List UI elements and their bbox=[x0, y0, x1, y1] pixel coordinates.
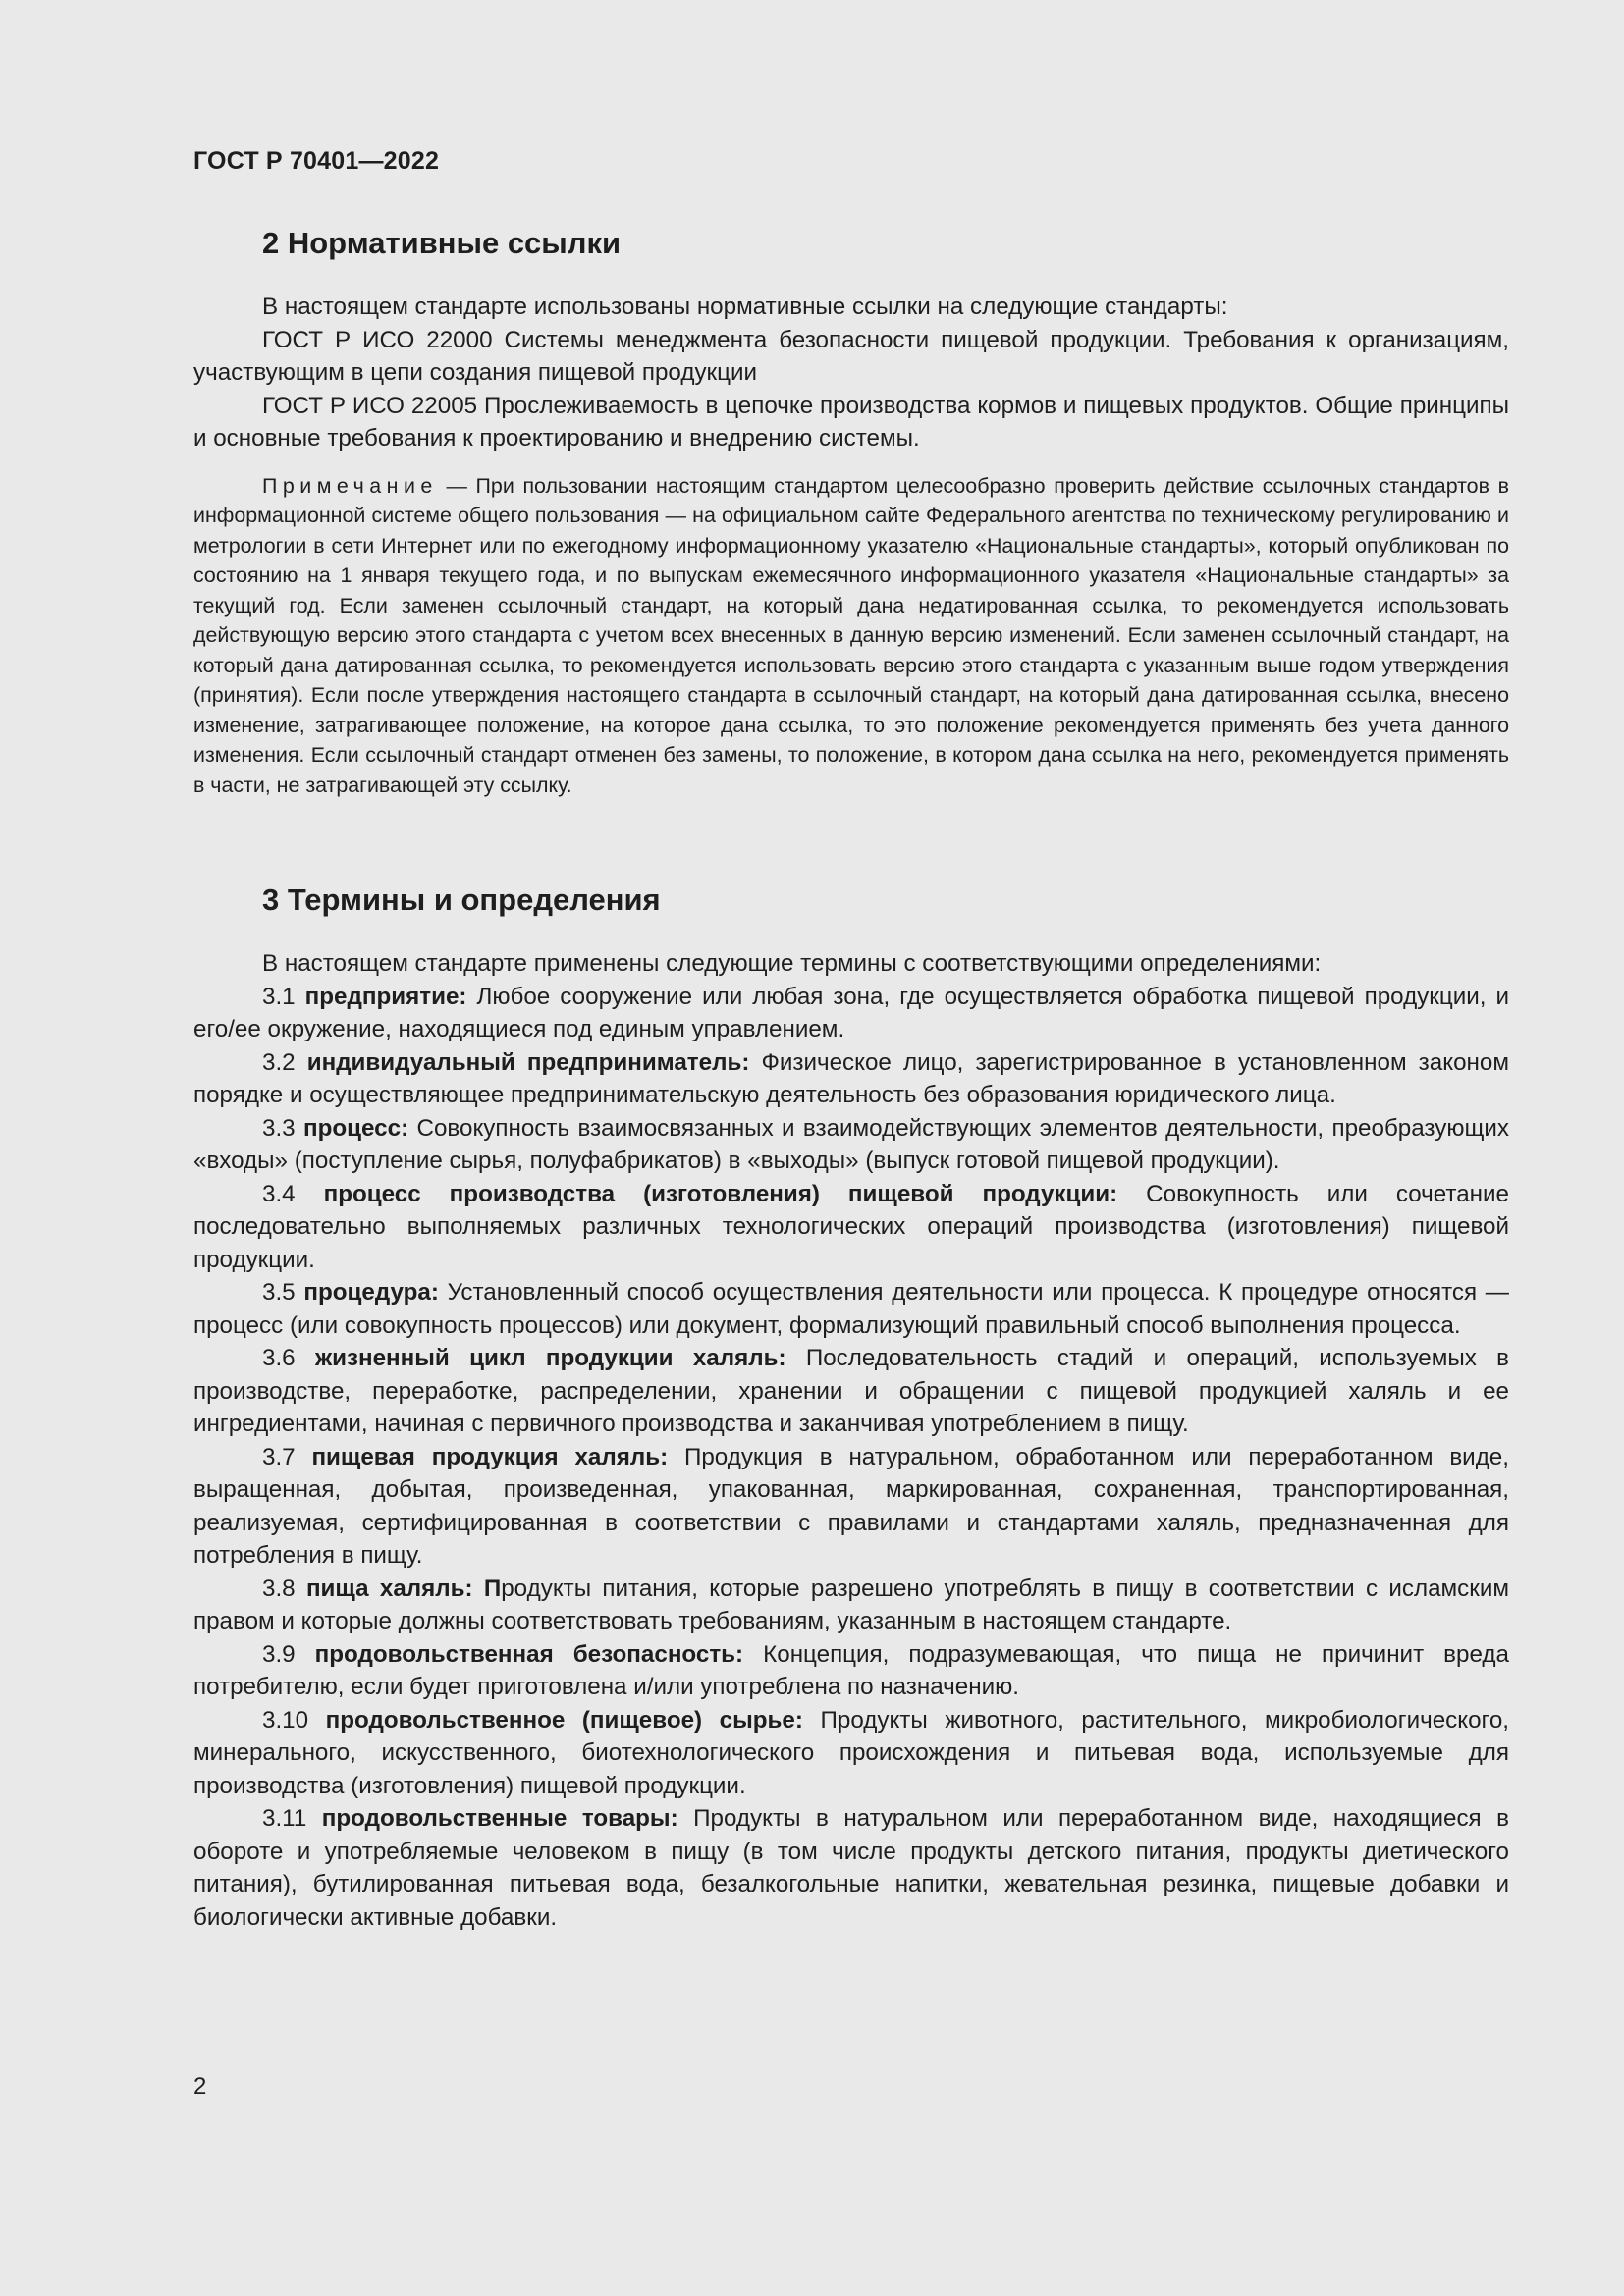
definition-item bbox=[193, 1112, 1509, 1178]
definition-term: продовольственное (пищевое) сырье: bbox=[325, 1706, 803, 1734]
definition-number: 3.3 bbox=[262, 1114, 303, 1142]
definition-item bbox=[193, 1704, 1509, 1803]
note-paragraph bbox=[193, 471, 1509, 801]
definition-term: жизненный цикл продукции халяль: bbox=[314, 1345, 786, 1371]
definition-term: процесс: bbox=[303, 1114, 409, 1142]
reference-item: ГОСТ Р ИСО 22000 Системы менеджмента безопасности пищевой продукции. Требования к организациям, участвующим в цепи создания пищевой продукции bbox=[193, 326, 1509, 386]
definition-item bbox=[193, 1638, 1509, 1704]
page-number: 2 bbox=[193, 2073, 207, 2100]
definition-item bbox=[193, 1441, 1509, 1573]
section-normative-references bbox=[193, 222, 1509, 800]
note-text: При пользовании настоящим стандартом целесообразно проверить действие ссылочных стандартов в информационной системе общего пользования — на официальном сайте Федерального агентства по техническому регулированию и метрологии в сети Интернет или по ежегодному информационному указателю «Национальные стандарты», который опубликован по состоянию на 1 января текущего года, и по выпускам ежемесячного информационного указателя «Национальные стандарты» за текущий год. Если заменен ссылочный стандарт, на который дана недатированная ссылка, то рекомендуется использовать действующую версию этого стандарта с учетом всех внесенных в данную версию изменений. Если заменен ссылочный стандарт, на который дана датированная ссылка, то рекомендуется использовать версию этого стандарта с указанным выше годом утверждения (принятия). Если после утверждения настоящего стандарта в ссылочный стандарт, на который дана датированная ссылка, внесено изменение, затрагивающее положение, на которое дана ссылка, то это положение рекомендуется применять без учета данного изменения. Если ссылочный стандарт отменен без замены, то положение, в котором дана ссылка на него, рекомендуется применять в части, не затрагивающей эту ссылку. bbox=[193, 473, 1509, 797]
definition-text: Совокупность или сочетание последовательно выполняемых различных технологических операций производства (изготовления) пищевой продукции. bbox=[193, 1180, 1509, 1273]
definition-term: пища халяль: П bbox=[305, 1575, 502, 1602]
section-title: 2 Нормативные ссылки bbox=[262, 226, 622, 260]
definition-item bbox=[193, 1178, 1509, 1277]
definition-number: 3.1 bbox=[262, 983, 305, 1010]
section-terms-definitions bbox=[193, 879, 1509, 1934]
definition-text: Установленный способ осуществления деятельности или процесса. К процедуре относятся — процесс (или совокупность процессов) или документ, формализующий правильный способ выполнения процесса. bbox=[193, 1279, 1509, 1339]
definition-item bbox=[193, 1573, 1509, 1638]
definition-term: процесс производства (изготовления) пищевой продукции: bbox=[323, 1180, 1118, 1207]
definition-item bbox=[193, 1342, 1509, 1441]
definition-number: 3.8 bbox=[262, 1575, 306, 1602]
definition-number: 3.9 bbox=[262, 1640, 315, 1668]
definition-text: Любое сооружение или любая зона, где осуществляется обработка пищевой продукции, и его/ее окружение, находящиеся под единым управлением. bbox=[193, 983, 1509, 1042]
note-label: Примечание bbox=[262, 473, 438, 498]
definition-text: родукты питания, которые разрешено употреблять в пищу в соответствии с исламским правом и которые должны соответствовать требованиям, указанным в настоящем стандарте. bbox=[193, 1575, 1509, 1634]
definition-term: продовольственная безопасность: bbox=[314, 1640, 744, 1668]
definition-term: предприятие: bbox=[304, 983, 467, 1010]
definition-number: 3.4 bbox=[262, 1180, 324, 1207]
definition-item bbox=[193, 1276, 1509, 1342]
definition-number: 3.10 bbox=[262, 1706, 326, 1734]
definition-term: индивидуальный предприниматель: bbox=[306, 1048, 750, 1076]
definition-text: Концепция, подразумевающая, что пища не причинит вреда потребителю, если будет приготовлена и/или употреблена по назначению. bbox=[193, 1640, 1509, 1700]
document-id: ГОСТ Р 70401—2022 bbox=[193, 147, 440, 175]
definition-item bbox=[193, 1046, 1509, 1112]
definition-item bbox=[193, 981, 1509, 1046]
definition-number: 3.2 bbox=[262, 1048, 307, 1076]
definition-term: пищевая продукция халяль: bbox=[311, 1443, 669, 1470]
definition-number: 3.5 bbox=[262, 1279, 304, 1306]
definition-text: Последовательность стадий и операций, используемых в производстве, переработке, распределении, хранении и обращении с пищевой продукцией халяль и ее ингредиентами, начиная с первичного производства и заканчивая употреблением в пищу. bbox=[193, 1345, 1509, 1437]
note-dash: — bbox=[437, 473, 476, 498]
definition-number: 3.11 bbox=[262, 1805, 322, 1832]
section-intro: В настоящем стандарте использованы нормативные ссылки на следующие стандарты: bbox=[262, 294, 1228, 320]
definition-item bbox=[193, 1802, 1509, 1934]
section-intro: В настоящем стандарте применены следующие термины с соответствующими определениями: bbox=[262, 950, 1322, 977]
definition-text: Продукция в натуральном, обработанном или переработанном виде, выращенная, добытая, произведенная, упакованная, маркированная, сохраненная, транспортированная, реализуемая, сертифицированная в соответствии с правилами и стандартами халяль, предназначенная для потребления в пищу. bbox=[193, 1443, 1509, 1569]
definition-number: 3.6 bbox=[262, 1345, 315, 1371]
definition-text: Физическое лицо, зарегистрированное в установленном законом порядке и осуществляющее предпринимательскую деятельность без образования юридического лица. bbox=[193, 1048, 1509, 1108]
definition-text: Совокупность взаимосвязанных и взаимодействующих элементов деятельности, преобразующих «входы» (поступление сырья, полуфабрикатов) в «выходы» (выпуск готовой пищевой продукции). bbox=[193, 1114, 1509, 1174]
definition-number: 3.7 bbox=[262, 1443, 312, 1470]
reference-item: ГОСТ Р ИСО 22005 Прослеживаемость в цепочке производства кормов и пищевых продуктов. Общие принципы и основные требования к проектированию и внедрению системы. bbox=[193, 392, 1509, 452]
definition-text: Продукты в натуральном или переработанном виде, находящиеся в обороте и употребляемые человеком в пищу (в том числе продукты детского питания, продукты диетического питания), бутилированная питьевая вода, безалкогольные напитки, жевательная резинка, пищевые добавки и биологически активные добавки. bbox=[193, 1805, 1510, 1931]
section-title: 3 Термины и определения bbox=[262, 882, 661, 917]
definition-term: продовольственные товары: bbox=[321, 1805, 678, 1832]
definition-text: Продукты животного, растительного, микробиологического, минерального, искусственного, биотехнологического происхождения и питьевая вода, используемые для производства (изготовления) пищевой продукции. bbox=[193, 1706, 1510, 1799]
definition-term: процедура: bbox=[303, 1279, 439, 1306]
